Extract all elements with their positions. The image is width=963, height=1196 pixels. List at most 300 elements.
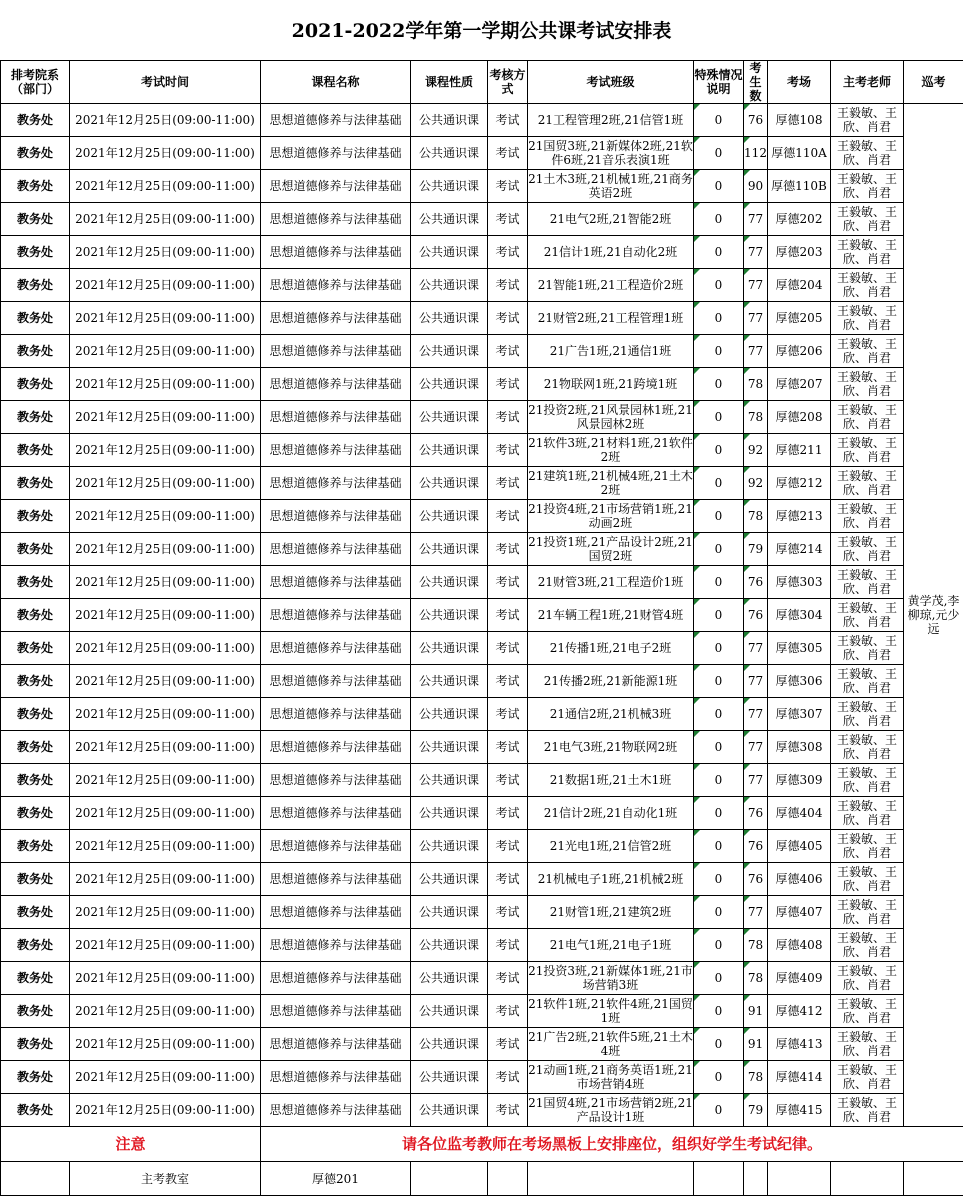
cell-special: 0 — [694, 962, 744, 995]
table-row — [1, 698, 963, 731]
cell-count: 90 — [744, 170, 768, 203]
cell-special: 0 — [694, 896, 744, 929]
table-row — [1, 137, 963, 170]
footer-blank — [1, 1162, 70, 1196]
cell-method: 考试 — [488, 467, 528, 500]
schedule-table — [0, 60, 963, 1196]
footer-blank — [528, 1162, 694, 1196]
cell-classes: 21投资3班,21新媒体1班,21市场营销3班 — [528, 962, 694, 995]
header-room: 考场 — [768, 61, 831, 104]
cell-room: 厚德202 — [768, 203, 831, 236]
cell-room: 厚德415 — [768, 1094, 831, 1127]
cell-course: 思想道德修养与法律基础 — [261, 1028, 411, 1061]
cell-nature: 公共通识课 — [411, 137, 488, 170]
cell-nature: 公共通识课 — [411, 170, 488, 203]
cell-dept: 教务处 — [1, 236, 70, 269]
cell-classes: 21投资2班,21风景园林1班,21风景园林2班 — [528, 401, 694, 434]
cell-method: 考试 — [488, 335, 528, 368]
table-row — [1, 632, 963, 665]
cell-method: 考试 — [488, 896, 528, 929]
cell-course: 思想道德修养与法律基础 — [261, 236, 411, 269]
cell-classes: 21通信2班,21机械3班 — [528, 698, 694, 731]
cell-special: 0 — [694, 500, 744, 533]
cell-count: 91 — [744, 995, 768, 1028]
cell-teachers: 王毅敏、王欣、肖君 — [831, 797, 904, 830]
cell-course: 思想道德修养与法律基础 — [261, 962, 411, 995]
cell-nature: 公共通识课 — [411, 104, 488, 137]
cell-method: 考试 — [488, 368, 528, 401]
cell-count: 92 — [744, 434, 768, 467]
cell-classes: 21国贸3班,21新媒体2班,21软件6班,21音乐表演1班 — [528, 137, 694, 170]
cell-count: 112 — [744, 137, 768, 170]
table-row — [1, 335, 963, 368]
table-row — [1, 566, 963, 599]
cell-count: 76 — [744, 599, 768, 632]
cell-method: 考试 — [488, 269, 528, 302]
cell-nature: 公共通识课 — [411, 467, 488, 500]
cell-nature: 公共通识课 — [411, 302, 488, 335]
cell-course: 思想道德修养与法律基础 — [261, 467, 411, 500]
cell-count: 77 — [744, 731, 768, 764]
cell-classes: 21国贸4班,21市场营销2班,21产品设计1班 — [528, 1094, 694, 1127]
cell-time: 2021年12月25日(09:00-11:00) — [70, 533, 261, 566]
cell-dept: 教务处 — [1, 1094, 70, 1127]
cell-course: 思想道德修养与法律基础 — [261, 632, 411, 665]
cell-dept: 教务处 — [1, 599, 70, 632]
cell-method: 考试 — [488, 830, 528, 863]
table-row — [1, 401, 963, 434]
cell-time: 2021年12月25日(09:00-11:00) — [70, 962, 261, 995]
cell-teachers: 王毅敏、王欣、肖君 — [831, 203, 904, 236]
cell-method: 考试 — [488, 863, 528, 896]
cell-teachers: 王毅敏、王欣、肖君 — [831, 566, 904, 599]
cell-method: 考试 — [488, 1061, 528, 1094]
cell-time: 2021年12月25日(09:00-11:00) — [70, 566, 261, 599]
cell-room: 厚德212 — [768, 467, 831, 500]
header-dept: 排考院系（部门） — [1, 61, 70, 104]
cell-method: 考试 — [488, 302, 528, 335]
cell-classes: 21建筑1班,21机械4班,21土木2班 — [528, 467, 694, 500]
cell-nature: 公共通识课 — [411, 830, 488, 863]
cell-method: 考试 — [488, 962, 528, 995]
table-row — [1, 434, 963, 467]
cell-teachers: 王毅敏、王欣、肖君 — [831, 1061, 904, 1094]
table-row — [1, 368, 963, 401]
cell-nature: 公共通识课 — [411, 500, 488, 533]
cell-special: 0 — [694, 830, 744, 863]
cell-room: 厚德208 — [768, 401, 831, 434]
table-row — [1, 1028, 963, 1061]
cell-teachers: 王毅敏、王欣、肖君 — [831, 401, 904, 434]
cell-time: 2021年12月25日(09:00-11:00) — [70, 665, 261, 698]
cell-classes: 21财管2班,21工程管理1班 — [528, 302, 694, 335]
cell-teachers: 王毅敏、王欣、肖君 — [831, 467, 904, 500]
cell-course: 思想道德修养与法律基础 — [261, 665, 411, 698]
cell-course: 思想道德修养与法律基础 — [261, 104, 411, 137]
cell-teachers: 王毅敏、王欣、肖君 — [831, 962, 904, 995]
cell-dept: 教务处 — [1, 335, 70, 368]
cell-course: 思想道德修养与法律基础 — [261, 1061, 411, 1094]
cell-course: 思想道德修养与法律基础 — [261, 368, 411, 401]
table-row — [1, 731, 963, 764]
cell-course: 思想道德修养与法律基础 — [261, 533, 411, 566]
cell-time: 2021年12月25日(09:00-11:00) — [70, 236, 261, 269]
cell-dept: 教务处 — [1, 896, 70, 929]
cell-room: 厚德306 — [768, 665, 831, 698]
table-row — [1, 302, 963, 335]
cell-nature: 公共通识课 — [411, 566, 488, 599]
cell-count: 78 — [744, 401, 768, 434]
cell-teachers: 王毅敏、王欣、肖君 — [831, 599, 904, 632]
cell-special: 0 — [694, 566, 744, 599]
cell-time: 2021年12月25日(09:00-11:00) — [70, 863, 261, 896]
cell-classes: 21投资4班,21市场营销1班,21动画2班 — [528, 500, 694, 533]
cell-room: 厚德406 — [768, 863, 831, 896]
table-row — [1, 467, 963, 500]
cell-special: 0 — [694, 698, 744, 731]
cell-method: 考试 — [488, 731, 528, 764]
table-row — [1, 797, 963, 830]
cell-classes: 21传播1班,21电子2班 — [528, 632, 694, 665]
cell-course: 思想道德修养与法律基础 — [261, 599, 411, 632]
note-label: 注意 — [1, 1127, 261, 1162]
cell-nature: 公共通识课 — [411, 368, 488, 401]
footer-label: 主考教室 — [70, 1162, 261, 1196]
cell-room: 厚德414 — [768, 1061, 831, 1094]
cell-dept: 教务处 — [1, 863, 70, 896]
cell-classes: 21财管3班,21工程造价1班 — [528, 566, 694, 599]
footer-blank — [904, 1162, 963, 1196]
header-course: 课程名称 — [261, 61, 411, 104]
cell-dept: 教务处 — [1, 104, 70, 137]
cell-course: 思想道德修养与法律基础 — [261, 269, 411, 302]
table-row — [1, 1094, 963, 1127]
footer-blank — [831, 1162, 904, 1196]
cell-teachers: 王毅敏、王欣、肖君 — [831, 698, 904, 731]
cell-time: 2021年12月25日(09:00-11:00) — [70, 170, 261, 203]
cell-count: 78 — [744, 962, 768, 995]
cell-nature: 公共通识课 — [411, 995, 488, 1028]
table-row — [1, 962, 963, 995]
cell-special: 0 — [694, 995, 744, 1028]
cell-time: 2021年12月25日(09:00-11:00) — [70, 599, 261, 632]
cell-teachers: 王毅敏、王欣、肖君 — [831, 896, 904, 929]
cell-dept: 教务处 — [1, 995, 70, 1028]
cell-time: 2021年12月25日(09:00-11:00) — [70, 269, 261, 302]
cell-count: 78 — [744, 368, 768, 401]
cell-nature: 公共通识课 — [411, 698, 488, 731]
cell-count: 77 — [744, 335, 768, 368]
cell-time: 2021年12月25日(09:00-11:00) — [70, 896, 261, 929]
cell-count: 91 — [744, 1028, 768, 1061]
header-teachers: 主考老师 — [831, 61, 904, 104]
cell-teachers: 王毅敏、王欣、肖君 — [831, 632, 904, 665]
cell-course: 思想道德修养与法律基础 — [261, 896, 411, 929]
cell-classes: 21软件3班,21材料1班,21软件2班 — [528, 434, 694, 467]
cell-nature: 公共通识课 — [411, 665, 488, 698]
cell-special: 0 — [694, 764, 744, 797]
patrol-cell: 黄学茂,李柳琼,元少远 — [904, 104, 963, 1127]
cell-count: 79 — [744, 533, 768, 566]
cell-classes: 21动画1班,21商务英语1班,21市场营销4班 — [528, 1061, 694, 1094]
cell-teachers: 王毅敏、王欣、肖君 — [831, 236, 904, 269]
cell-special: 0 — [694, 665, 744, 698]
cell-time: 2021年12月25日(09:00-11:00) — [70, 467, 261, 500]
cell-classes: 21广告2班,21软件5班,21土木4班 — [528, 1028, 694, 1061]
cell-method: 考试 — [488, 929, 528, 962]
note-row — [1, 1127, 963, 1162]
cell-time: 2021年12月25日(09:00-11:00) — [70, 137, 261, 170]
cell-count: 76 — [744, 797, 768, 830]
cell-teachers: 王毅敏、王欣、肖君 — [831, 302, 904, 335]
cell-method: 考试 — [488, 500, 528, 533]
cell-dept: 教务处 — [1, 632, 70, 665]
cell-course: 思想道德修养与法律基础 — [261, 302, 411, 335]
cell-dept: 教务处 — [1, 1061, 70, 1094]
cell-special: 0 — [694, 434, 744, 467]
cell-nature: 公共通识课 — [411, 632, 488, 665]
cell-nature: 公共通识课 — [411, 533, 488, 566]
cell-nature: 公共通识课 — [411, 929, 488, 962]
cell-teachers: 王毅敏、王欣、肖君 — [831, 1028, 904, 1061]
footer-value: 厚德201 — [261, 1162, 411, 1196]
cell-method: 考试 — [488, 203, 528, 236]
cell-count: 76 — [744, 104, 768, 137]
cell-time: 2021年12月25日(09:00-11:00) — [70, 1028, 261, 1061]
header-classes: 考试班级 — [528, 61, 694, 104]
cell-method: 考试 — [488, 434, 528, 467]
cell-method: 考试 — [488, 533, 528, 566]
cell-special: 0 — [694, 632, 744, 665]
cell-room: 厚德207 — [768, 368, 831, 401]
cell-dept: 教务处 — [1, 170, 70, 203]
cell-time: 2021年12月25日(09:00-11:00) — [70, 368, 261, 401]
cell-course: 思想道德修养与法律基础 — [261, 335, 411, 368]
cell-classes: 21智能1班,21工程造价2班 — [528, 269, 694, 302]
cell-special: 0 — [694, 269, 744, 302]
cell-nature: 公共通识课 — [411, 203, 488, 236]
cell-room: 厚德303 — [768, 566, 831, 599]
cell-course: 思想道德修养与法律基础 — [261, 797, 411, 830]
cell-count: 76 — [744, 566, 768, 599]
cell-time: 2021年12月25日(09:00-11:00) — [70, 302, 261, 335]
cell-room: 厚德108 — [768, 104, 831, 137]
cell-special: 0 — [694, 533, 744, 566]
footer-blank — [768, 1162, 831, 1196]
cell-dept: 教务处 — [1, 665, 70, 698]
cell-dept: 教务处 — [1, 368, 70, 401]
cell-special: 0 — [694, 797, 744, 830]
cell-time: 2021年12月25日(09:00-11:00) — [70, 1094, 261, 1127]
cell-teachers: 王毅敏、王欣、肖君 — [831, 929, 904, 962]
cell-classes: 21电气2班,21智能2班 — [528, 203, 694, 236]
cell-room: 厚德408 — [768, 929, 831, 962]
cell-classes: 21广告1班,21通信1班 — [528, 335, 694, 368]
cell-classes: 21机械电子1班,21机械2班 — [528, 863, 694, 896]
cell-count: 77 — [744, 302, 768, 335]
cell-dept: 教务处 — [1, 269, 70, 302]
cell-room: 厚德309 — [768, 764, 831, 797]
table-row — [1, 896, 963, 929]
cell-method: 考试 — [488, 599, 528, 632]
cell-count: 78 — [744, 500, 768, 533]
table-row — [1, 995, 963, 1028]
cell-teachers: 王毅敏、王欣、肖君 — [831, 137, 904, 170]
cell-count: 78 — [744, 1061, 768, 1094]
cell-method: 考试 — [488, 566, 528, 599]
cell-course: 思想道德修养与法律基础 — [261, 764, 411, 797]
cell-method: 考试 — [488, 137, 528, 170]
cell-count: 92 — [744, 467, 768, 500]
cell-dept: 教务处 — [1, 962, 70, 995]
cell-special: 0 — [694, 929, 744, 962]
cell-method: 考试 — [488, 1028, 528, 1061]
cell-nature: 公共通识课 — [411, 401, 488, 434]
cell-classes: 21电气3班,21物联网2班 — [528, 731, 694, 764]
table-row — [1, 500, 963, 533]
cell-course: 思想道德修养与法律基础 — [261, 698, 411, 731]
cell-teachers: 王毅敏、王欣、肖君 — [831, 1094, 904, 1127]
cell-special: 0 — [694, 203, 744, 236]
cell-classes: 21电气1班,21电子1班 — [528, 929, 694, 962]
cell-nature: 公共通识课 — [411, 335, 488, 368]
cell-method: 考试 — [488, 104, 528, 137]
cell-room: 厚德203 — [768, 236, 831, 269]
cell-dept: 教务处 — [1, 434, 70, 467]
cell-course: 思想道德修养与法律基础 — [261, 434, 411, 467]
cell-dept: 教务处 — [1, 929, 70, 962]
cell-time: 2021年12月25日(09:00-11:00) — [70, 995, 261, 1028]
cell-time: 2021年12月25日(09:00-11:00) — [70, 632, 261, 665]
footer-row — [1, 1162, 963, 1196]
cell-teachers: 王毅敏、王欣、肖君 — [831, 665, 904, 698]
cell-teachers: 王毅敏、王欣、肖君 — [831, 764, 904, 797]
cell-course: 思想道德修养与法律基础 — [261, 995, 411, 1028]
cell-teachers: 王毅敏、王欣、肖君 — [831, 533, 904, 566]
cell-nature: 公共通识课 — [411, 962, 488, 995]
cell-special: 0 — [694, 467, 744, 500]
cell-teachers: 王毅敏、王欣、肖君 — [831, 170, 904, 203]
cell-count: 77 — [744, 632, 768, 665]
cell-teachers: 王毅敏、王欣、肖君 — [831, 269, 904, 302]
cell-room: 厚德308 — [768, 731, 831, 764]
cell-special: 0 — [694, 401, 744, 434]
cell-time: 2021年12月25日(09:00-11:00) — [70, 797, 261, 830]
cell-teachers: 王毅敏、王欣、肖君 — [831, 104, 904, 137]
footer-blank — [694, 1162, 744, 1196]
cell-special: 0 — [694, 731, 744, 764]
cell-room: 厚德205 — [768, 302, 831, 335]
cell-special: 0 — [694, 1094, 744, 1127]
cell-count: 77 — [744, 698, 768, 731]
cell-count: 77 — [744, 665, 768, 698]
table-row — [1, 665, 963, 698]
table-row — [1, 764, 963, 797]
cell-dept: 教务处 — [1, 137, 70, 170]
cell-course: 思想道德修养与法律基础 — [261, 401, 411, 434]
cell-dept: 教务处 — [1, 566, 70, 599]
cell-time: 2021年12月25日(09:00-11:00) — [70, 1061, 261, 1094]
cell-room: 厚德110A — [768, 137, 831, 170]
cell-classes: 21物联网1班,21跨境1班 — [528, 368, 694, 401]
cell-dept: 教务处 — [1, 500, 70, 533]
cell-time: 2021年12月25日(09:00-11:00) — [70, 335, 261, 368]
table-row — [1, 1061, 963, 1094]
cell-dept: 教务处 — [1, 797, 70, 830]
cell-nature: 公共通识课 — [411, 599, 488, 632]
cell-method: 考试 — [488, 764, 528, 797]
header-method: 考核方式 — [488, 61, 528, 104]
cell-time: 2021年12月25日(09:00-11:00) — [70, 731, 261, 764]
cell-room: 厚德307 — [768, 698, 831, 731]
cell-special: 0 — [694, 368, 744, 401]
cell-dept: 教务处 — [1, 830, 70, 863]
cell-classes: 21工程管理2班,21信管1班 — [528, 104, 694, 137]
cell-classes: 21信计1班,21自动化2班 — [528, 236, 694, 269]
cell-course: 思想道德修养与法律基础 — [261, 731, 411, 764]
table-row — [1, 104, 963, 137]
cell-time: 2021年12月25日(09:00-11:00) — [70, 830, 261, 863]
cell-dept: 教务处 — [1, 764, 70, 797]
cell-time: 2021年12月25日(09:00-11:00) — [70, 764, 261, 797]
footer-blank — [488, 1162, 528, 1196]
cell-classes: 21车辆工程1班,21财管4班 — [528, 599, 694, 632]
cell-count: 77 — [744, 236, 768, 269]
cell-special: 0 — [694, 599, 744, 632]
cell-teachers: 王毅敏、王欣、肖君 — [831, 995, 904, 1028]
cell-count: 79 — [744, 1094, 768, 1127]
cell-course: 思想道德修养与法律基础 — [261, 863, 411, 896]
cell-dept: 教务处 — [1, 698, 70, 731]
cell-classes: 21土木3班,21机械1班,21商务英语2班 — [528, 170, 694, 203]
cell-nature: 公共通识课 — [411, 1061, 488, 1094]
header-patrol: 巡考 — [904, 61, 963, 104]
cell-teachers: 王毅敏、王欣、肖君 — [831, 500, 904, 533]
cell-room: 厚德407 — [768, 896, 831, 929]
cell-count: 78 — [744, 929, 768, 962]
cell-course: 思想道德修养与法律基础 — [261, 929, 411, 962]
cell-classes: 21投资1班,21产品设计2班,21国贸2班 — [528, 533, 694, 566]
cell-classes: 21数据1班,21土木1班 — [528, 764, 694, 797]
cell-room: 厚德110B — [768, 170, 831, 203]
cell-nature: 公共通识课 — [411, 269, 488, 302]
cell-method: 考试 — [488, 170, 528, 203]
cell-method: 考试 — [488, 797, 528, 830]
cell-time: 2021年12月25日(09:00-11:00) — [70, 401, 261, 434]
cell-course: 思想道德修养与法律基础 — [261, 1094, 411, 1127]
cell-count: 77 — [744, 269, 768, 302]
cell-teachers: 王毅敏、王欣、肖君 — [831, 830, 904, 863]
cell-special: 0 — [694, 335, 744, 368]
cell-teachers: 王毅敏、王欣、肖君 — [831, 368, 904, 401]
cell-course: 思想道德修养与法律基础 — [261, 137, 411, 170]
cell-special: 0 — [694, 863, 744, 896]
cell-room: 厚德412 — [768, 995, 831, 1028]
cell-nature: 公共通识课 — [411, 863, 488, 896]
header-count: 考生数 — [744, 61, 768, 104]
cell-method: 考试 — [488, 401, 528, 434]
table-row — [1, 830, 963, 863]
cell-special: 0 — [694, 236, 744, 269]
cell-time: 2021年12月25日(09:00-11:00) — [70, 434, 261, 467]
table-row — [1, 599, 963, 632]
cell-dept: 教务处 — [1, 302, 70, 335]
cell-classes: 21信计2班,21自动化1班 — [528, 797, 694, 830]
cell-count: 76 — [744, 830, 768, 863]
table-row — [1, 236, 963, 269]
cell-special: 0 — [694, 170, 744, 203]
cell-room: 厚德211 — [768, 434, 831, 467]
